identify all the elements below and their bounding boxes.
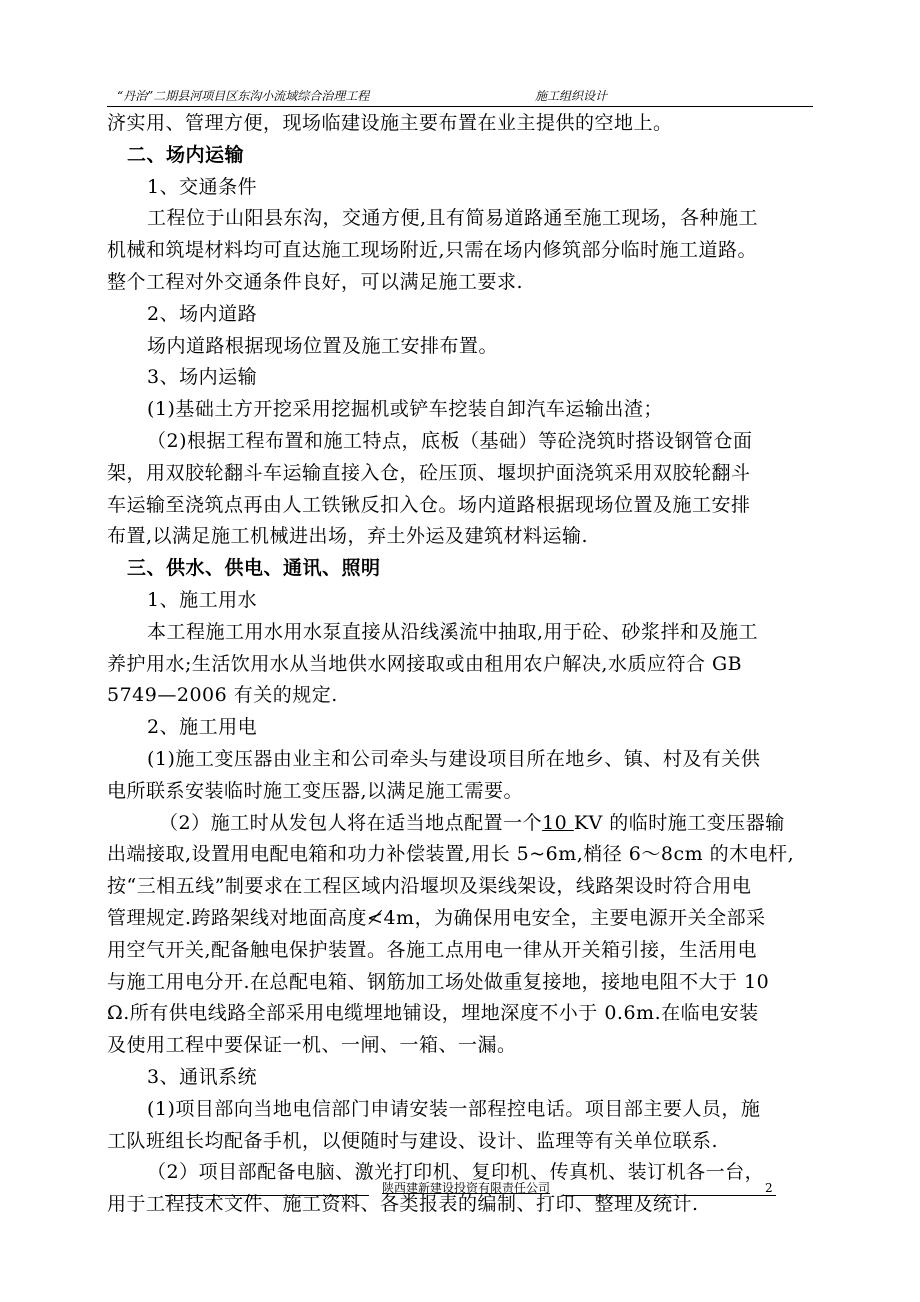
subsection-heading: 1、交通条件 [147,175,258,198]
paragraph-line: 布置,以满足施工机械进出场，弃土外运及建筑材料运输. [107,525,589,548]
paragraph-line: 及使用工程中要保证一机、一闸、一箱、一漏。 [107,1034,517,1057]
paragraph-line: （2)根据工程布置和施工特点，底板（基础）等砼浇筑时搭设钢管仓面 [147,429,753,452]
page-header [107,86,813,107]
underlined-voltage: 10 [542,811,574,834]
paragraph-line: （2）项目部配备电脑、激光打印机、复印机、传真机、装订机各一台， [147,1161,765,1184]
document-body [107,108,827,1221]
footer-rule-right [563,1195,776,1196]
header-project-title: “丹治”二期县河项目区东沟小流域综合治理工程 [117,89,370,103]
paragraph-line: 工队班组长均配备手机，以便随时与建设、设计、监理等有关单位联系. [107,1129,719,1152]
paragraph-line: 整个工程对外交通条件良好，可以满足施工要求. [107,270,524,293]
paragraph-line: 5749—2006 有关的规定. [107,684,338,707]
paragraph-line: 用空气开关,配备触电保护装置。各施工点用电一律从开关箱引接，生活用电 [107,938,758,961]
paragraph-line: 工程位于山阳县东沟，交通方便,且有简易道路通至施工现场，各种施工 [147,207,759,230]
paragraph-line: (1)施工变压器由业主和公司牵头与建设项目所在地乡、镇、村及有关供 [147,747,761,770]
paragraph-line: 济实用、管理方便，现场临建设施主要布置在业主提供的空地上。 [107,112,673,134]
paragraph-line: 与施工用电分开.在总配电箱、钢筋加工场处做重复接地，接地电阻不大于 10 [107,970,770,993]
subsection-heading: 3、通讯系统 [147,1065,258,1088]
page-footer [165,1178,776,1198]
subsection-heading: 2、场内道路 [147,302,258,325]
paragraph-line: 按“三相五线”制要求在工程区域内沿堰坝及渠线架设，线路架设时符合用电 [107,875,752,898]
paragraph-line: 架，用双胶轮翻斗车运输直接入仓，砼压顶、堰坝护面浇筑采用双胶轮翻斗 [107,461,751,484]
footer-rule-left [165,1195,369,1196]
footer-company-name: 陕西建新建设投资有限责任公司 [381,1181,550,1195]
section-heading: 三、供水、供电、通讯、照明 [127,557,381,580]
paragraph-line: 用于工程技术文件、施工资料、各类报表的编制、打印、整理及统计. [107,1193,699,1216]
paragraph-line: Ω.所有供电线路全部采用电缆埋地铺设，埋地深度不小于 0.6m.在临电安装 [107,1002,759,1025]
paragraph-line: (1)项目部向当地电信部门申请安装一部程控电话。项目部主要人员，施 [147,1097,761,1120]
paragraph-line: 车运输至浇筑点再由人工铁锹反扣入仓。场内道路根据现场位置及施工安排 [107,493,751,516]
subsection-heading: 2、施工用电 [147,716,258,739]
paragraph-line: (1)基础土方开挖采用挖掘机或铲车挖装自卸汽车运输出渣； [147,398,663,421]
paragraph-line: 养护用水;生活饮用水从当地供水网接取或由租用农户解决,水质应符合 GB [107,652,743,675]
section-heading: 二、场内运输 [127,143,245,166]
subsection-heading: 3、场内运输 [147,366,258,389]
paragraph-line: 场内道路根据现场位置及施工安排布置。 [147,334,499,357]
paragraph-line: 出端接取,设置用电配电箱和功力补偿装置,用长 5~6m,梢径 6～8cm 的木电杆, [107,843,795,866]
paragraph-line: 电所联系安装临时施工变压器,以满足施工需要。 [107,779,524,802]
header-document-type: 施工组织设计 [535,89,608,103]
text-run: KV 的临时施工变压器输 [573,811,785,834]
paragraph-line: 机械和筑堤材料均可直达施工现场附近,只需在场内修筑部分临时施工道路。 [107,239,758,262]
subsection-heading: 1、施工用水 [147,588,258,611]
page-number: 2 [765,1181,773,1195]
paragraph-line: 管理规定.跨路架线对地面高度≮4m，为确保用电安全，主要电源开关全部采 [107,906,766,929]
paragraph-line: 本工程施工用水用水泵直接从沿线溪流中抽取,用于砼、砂浆拌和及施工 [147,620,759,643]
paragraph-line [107,808,827,840]
text-run: （2）施工时从发包人将在适当地点配置一个 [159,811,543,834]
